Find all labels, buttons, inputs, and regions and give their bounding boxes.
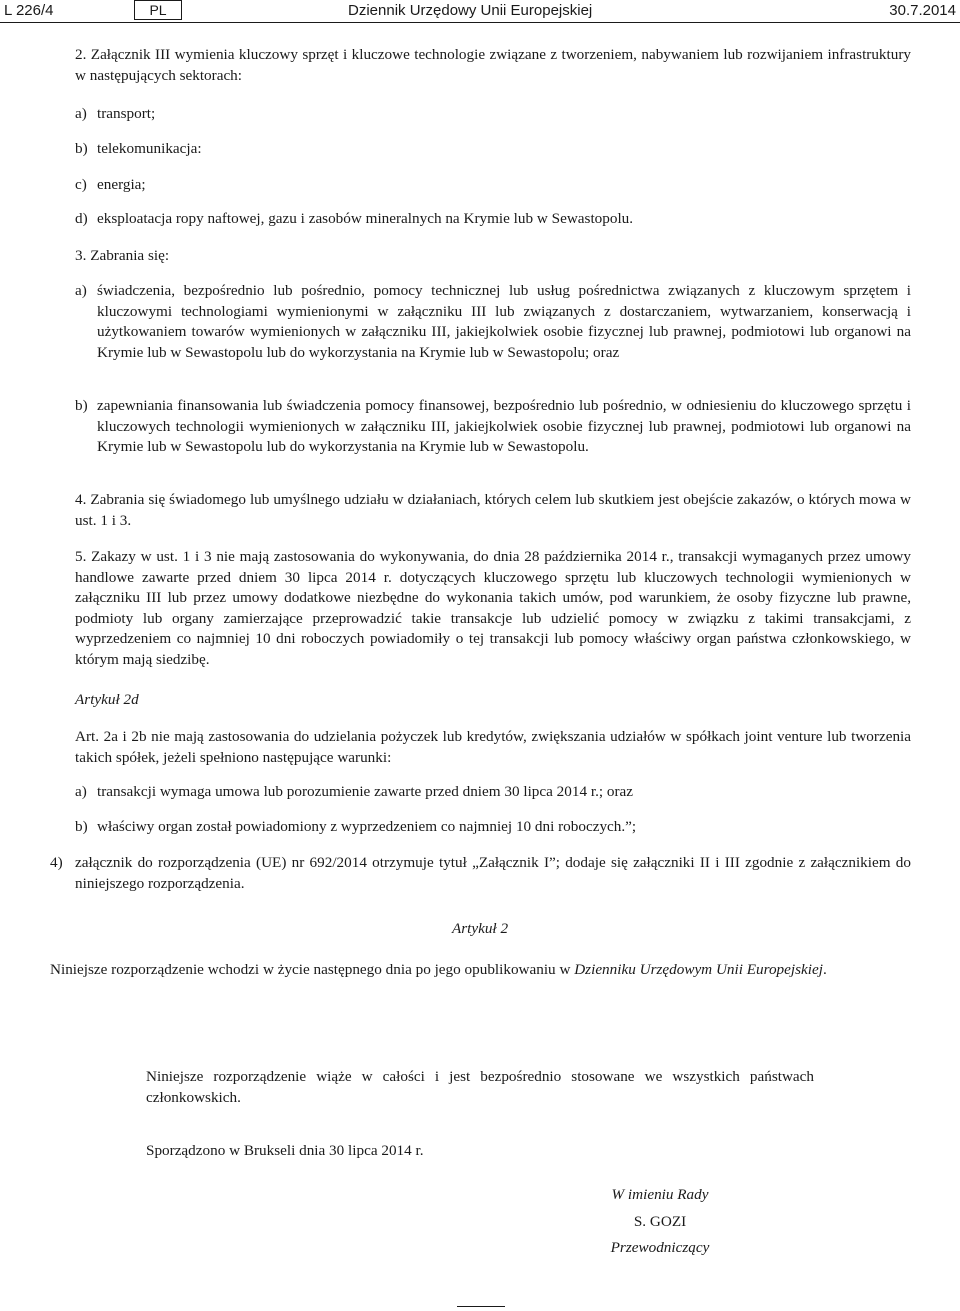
list-item-2d: d) eksploatacja ropy naftowej, gazu i zasobów mineralnych na Krymie lub w Sewastopolu. <box>75 210 634 227</box>
list-item-3a: a) świadczenia, bezpośrednio lub pośrednio, pomocy technicznej lub usług pośrednictwa związanych z kluczowym sprzętem i kluczowymi technologiami wymienionymi w załączniku III lub związanych z dostarczaniem, wytwarzaniem, konserwacją i użytkowaniem towarów wymienionych w załączniku III, jakiejkolwiek osobie fizycznej lub prawnej, podmiotowi lub organowi na Krymie lub w Sewastopolu lub do wykorzystania na Krymie lub w Sewastopolu; oraz <box>75 282 911 361</box>
list-item-2d-b: b) właściwy organ został powiadomiony z wyprzedzeniem co najmniej 10 dni roboczych.”; <box>75 818 637 835</box>
journal-title: Dziennik Urzędowy Unii Europejskiej <box>348 2 593 19</box>
done-at-clause: Sporządzono w Brukseli dnia 30 lipca 2014 r. <box>146 1142 424 1159</box>
paragraph-3: 3. Zabrania się: <box>75 247 170 264</box>
heading-article-2: Artykuł 2 <box>451 920 509 937</box>
signatory-name: S. GOZI <box>633 1213 687 1230</box>
list-item-point-4: 4) załącznik do rozporządzenia (UE) nr 692/2014 otrzymuje tytuł „Załącznik I”; dodaje się załączniki II i III zgodnie z załącznikiem do niniejszego rozporządzenia. <box>50 854 911 892</box>
paragraph-article-2d: Art. 2a i 2b nie mają zastosowania do udzielania pożyczek lub kredytów, zwiększania udziałów w spółkach joint venture lub tworzenia takich spółek, jeżeli spełniono następujące warunki: <box>75 728 911 766</box>
signature-on-behalf: W imieniu Rady <box>611 1186 709 1203</box>
page-header <box>0 0 960 24</box>
language-code: PL <box>134 0 182 20</box>
binding-clause: Niniejsze rozporządzenie wiąże w całości i jest bezpośrednio stosowane we wszystkich państwach członkowskich. <box>146 1068 814 1106</box>
list-item-2c: c) energia; <box>75 176 146 193</box>
list-item-2d-a: a) transakcji wymaga umowa lub porozumienie zawarte przed dniem 30 lipca 2014 r.; oraz <box>75 783 634 800</box>
heading-article-2d: Artykuł 2d <box>75 691 139 708</box>
footer-rule <box>457 1306 505 1307</box>
publication-date: 30.7.2014 <box>889 2 956 19</box>
paragraph-2: 2. Załącznik III wymienia kluczowy sprzęt i kluczowe technologie związane z tworzeniem, nabywaniem lub rozwijaniem infrastruktury w następujących sektorach: <box>75 46 911 84</box>
list-item-2a: a) transport; <box>75 105 156 122</box>
paragraph-5: 5. Zakazy w ust. 1 i 3 nie mają zastosowania do wykonywania, do dnia 28 października 2014 r., transakcji wymaganych przez umowy handlowe zawarte przed dniem 30 lipca 2014 r. dotyczących kluczowego sprzętu lub kluczowych technologii wymienionych w załączniku III lub przez umowy dodatkowe niezbędne do wykonania takich umów, pod warunkiem, że osoby fizyczne lub prawne, podmioty lub organy zamierzające przeprowadzić takie transakcje lub udzielić pomocy w związku z takimi transakcjami, z wyprzedzeniem co najmniej 10 dni roboczych powiadomiły o tej transakcji lub pomocy właściwy organ państwa członkowskiego, w którym mają siedzibę. <box>75 548 911 668</box>
list-item-3b: b) zapewniania finansowania lub świadczenia pomocy finansowej, bezpośrednio lub pośrednio, w odniesieniu do kluczowego sprzętu i kluczowych technologii wymienionych w załączniku III, jakiejkolwiek osobie fizycznej lub prawnej, podmiotowi lub organowi na Krymie lub w Sewastopolu lub do wykorzystania na Krymie lub w Sewastopolu. <box>75 397 911 455</box>
header-rule <box>0 22 960 23</box>
paragraph-4: 4. Zabrania się świadomego lub umyślnego udziału w działaniach, których celem lub skutkiem jest obejście zakazów, o których mowa w ust. 1 i 3. <box>75 491 911 529</box>
paragraph-article-2: Niniejsze rozporządzenie wchodzi w życie następnego dnia po jego opublikowaniu w Dzienniku Urzędowym Unii Europejskiej. <box>50 961 827 978</box>
signatory-role: Przewodniczący <box>610 1239 710 1256</box>
page-number: L 226/4 <box>4 2 54 19</box>
list-item-2b: b) telekomunikacja: <box>75 140 202 157</box>
